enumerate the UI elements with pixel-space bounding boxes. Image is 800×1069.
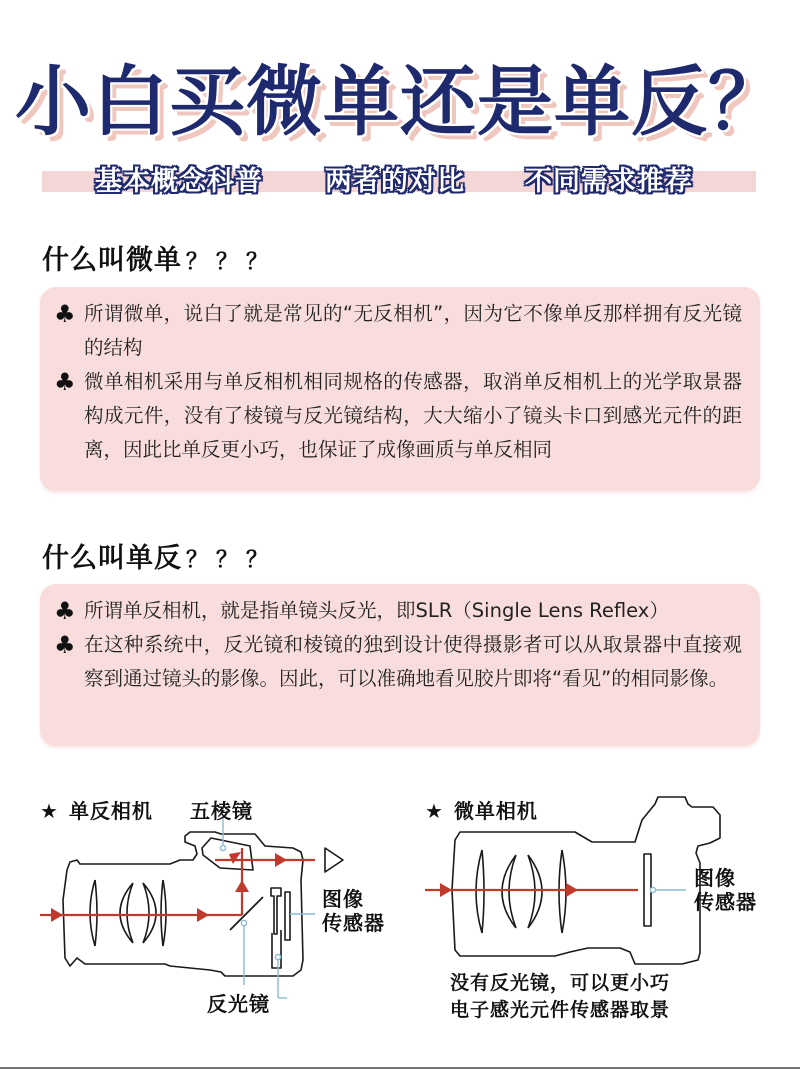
section-heading-mirrorless [42,238,276,277]
heading-question-marks: ？？？ [186,548,277,573]
label-line: 传感器 [322,911,385,935]
star-icon: ★ [425,799,444,823]
info-box-mirrorless [40,287,760,491]
club-bullet-icon: ♣ [54,597,76,625]
note-line: 没有反光镜，可以更小巧 [450,972,671,994]
mirrorless-title-text: 微单相机 [453,799,538,823]
note-line: 电子感光元件传感器取景 [450,999,671,1021]
section-heading-slr [42,536,276,575]
star-icon: ★ [40,799,59,823]
label-reflex-mirror: 反光镜 [207,992,270,1016]
list-item [54,297,742,365]
page-title: 小白买微单还是单反？ [15,57,785,146]
list-item [54,628,742,696]
tag-comparison: 两者的对比 [325,166,465,197]
mirrorless-camera-diagram [410,780,790,980]
heading-text: 什么叫单反 [42,543,182,574]
label-line: 图像 [694,866,736,890]
list-item-text: 微单相机采用与单反相机相同规格的传感器，取消单反相机上的光学取景器构成元件，没有了棱镜与反光镜结构，大大缩小了镜头卡口到感光元件的距离，因此比单反更小巧，也保证了成像画质与单反相同 [84,370,742,461]
label-pentaprism: 五棱镜 [190,799,253,823]
club-bullet-icon: ♣ [54,368,76,396]
heading-question-marks: ？？？ [186,250,277,275]
label-line: 图像 [322,887,364,911]
info-box-slr [40,584,760,746]
tag-basic-concepts: 基本概念科普 [95,166,263,197]
list-item [54,594,742,628]
slr-title-text: 单反相机 [68,799,153,823]
list-item-text: 在这种系统中，反光镜和棱镜的独到设计使得摄影者可以从取景器中直接观察到通过镜头的影像。因此，可以准确地看见胶片即将“看见”的相同影像。 [84,633,742,690]
list-item-text: 所谓微单，说白了就是常见的“无反相机”，因为它不像单反那样拥有反光镜的结构 [84,302,742,359]
list-item-text: 所谓单反相机，就是指单镜头反光，即SLR（Single Lens Reflex） [84,599,669,622]
topic-tags [0,160,800,204]
club-bullet-icon: ♣ [54,300,76,328]
tag-recommendations: 不同需求推荐 [525,166,693,197]
heading-text: 什么叫微单 [42,245,182,276]
label-line: 传感器 [694,890,757,914]
club-bullet-icon: ♣ [54,631,76,659]
list-item [54,365,742,467]
slr-camera-diagram [25,780,405,1020]
